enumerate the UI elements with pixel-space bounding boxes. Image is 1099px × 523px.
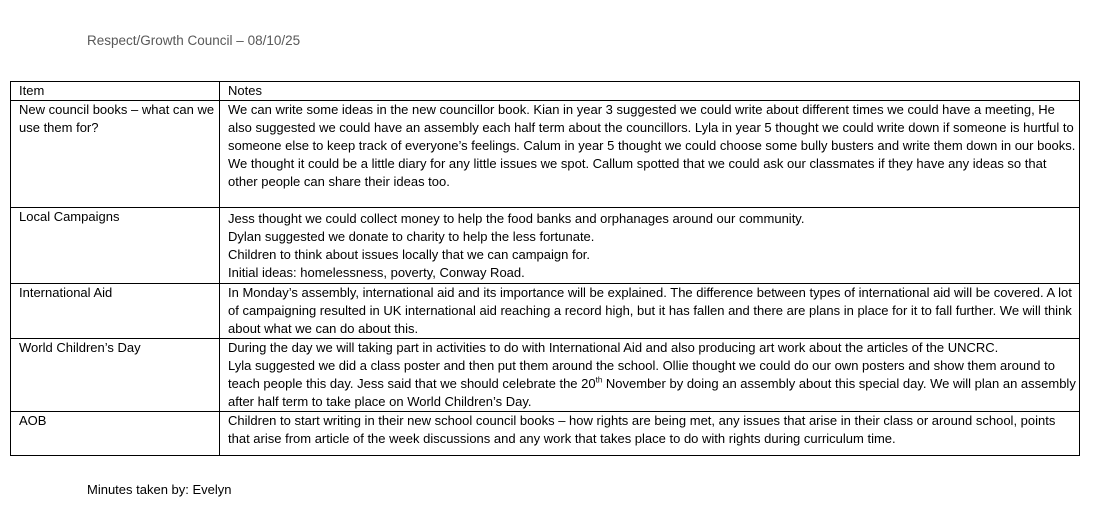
row-item: AOB — [11, 412, 220, 456]
note-line: During the day we will taking part in activities to do with International Aid and also producing art work about the articles of the UNCRC. — [228, 340, 999, 355]
row-item: Local Campaigns — [11, 208, 220, 284]
row-notes: We can write some ideas in the new councillor book. Kian in year 3 suggested we could write about different times we could have a meeting, He also suggested we could have an assembly each half term about the councillors. Lyla in year 5 thought we could write down if someone is hurtful to someone else to keep track of everyone’s feelings. Calum in year 5 thought we could choose some bully busters and write them down in our books. We thought it could be a little diary for any little issues we spot. Callum spotted that we could ask our classmates if they have any ideas so that other people can share their ideas too. — [220, 101, 1080, 208]
row-item: World Children’s Day — [11, 339, 220, 412]
note-line: Dylan suggested we donate to charity to help the less fortunate. — [228, 229, 595, 244]
header-item: Item — [11, 82, 220, 101]
header-notes: Notes — [220, 82, 1080, 101]
table-row — [11, 284, 1080, 339]
note-line: Jess thought we could collect money to help the food banks and orphanages around our community. — [228, 211, 805, 226]
row-notes: In Monday’s assembly, international aid and its importance will be explained. The difference between types of international aid will be covered. A lot of campaigning resulted in UK international aid reaching a record high, but it has fallen and there are plans in place for it to fall further. We will think about what we can do about this. — [220, 284, 1080, 339]
table-header-row — [11, 82, 1080, 101]
note-line: Initial ideas: homelessness, poverty, Conway Road. — [228, 265, 525, 280]
row-item: International Aid — [11, 284, 220, 339]
minutes-table — [10, 81, 1080, 456]
table-row — [11, 412, 1080, 456]
row-notes: Children to start writing in their new school council books – how rights are being met, any issues that arise in their class or around school, points that arise from article of the week discussions and any work that takes place to do with rights during curriculum time. — [220, 412, 1080, 456]
table-row — [11, 101, 1080, 208]
document-title: Respect/Growth Council – 08/10/25 — [87, 33, 301, 48]
row-notes — [220, 339, 1080, 412]
note-text: November by doing an assembly about this special day. We will plan an assembly after half term to take place on World Children’s Day. — [228, 376, 1076, 409]
table-row — [11, 208, 1080, 284]
note-text: Lyla suggested we did a class poster and then put them around the school. Ollie thought we could do our own posters and show them around to teach people this day. Jess said that we should celebrate the 20 — [228, 358, 1055, 391]
ordinal-suffix: th — [595, 375, 603, 385]
minutes-taker: Minutes taken by: Evelyn — [87, 482, 232, 497]
row-item: New council books – what can we use them for? — [11, 101, 220, 208]
note-line: Children to think about issues locally that we can campaign for. — [228, 247, 591, 262]
row-notes — [220, 208, 1080, 284]
table-row — [11, 339, 1080, 412]
